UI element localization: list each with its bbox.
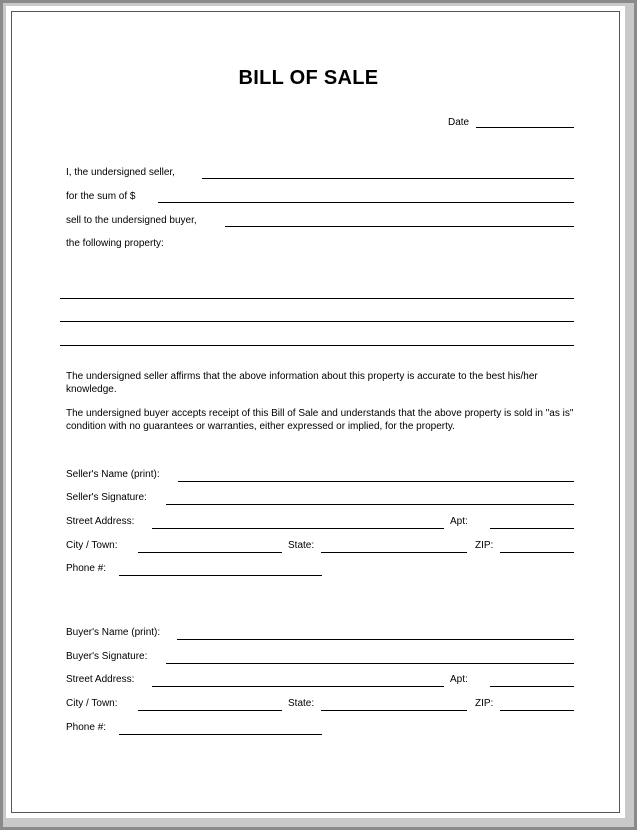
seller-state-label: State: (288, 540, 315, 551)
seller-phone-label: Phone #: (66, 563, 107, 574)
buyer-street-label: Street Address: (66, 674, 135, 685)
seller-phone-field[interactable] (119, 575, 322, 576)
buyer-signature-label: Buyer's Signature: (66, 651, 148, 662)
buyer-phone-field[interactable] (119, 734, 322, 735)
seller-signature-label: Seller's Signature: (66, 492, 147, 503)
seller-name-field[interactable] (178, 481, 574, 482)
buyer-city-label: City / Town: (66, 698, 118, 709)
seller-city-label: City / Town: (66, 540, 118, 551)
seller-name-label: Seller's Name (print): (66, 469, 160, 480)
buyer-signature-field[interactable] (166, 663, 574, 664)
seller-signature-field[interactable] (166, 504, 574, 505)
buyer-intro-label: sell to the undersigned buyer, (66, 215, 197, 226)
property-line-3[interactable] (60, 345, 574, 346)
property-line-2[interactable] (60, 321, 574, 322)
sum-label: for the sum of $ (66, 191, 136, 202)
buyer-apt-label: Apt: (450, 674, 468, 685)
buyer-phone-label: Phone #: (66, 722, 107, 733)
seller-street-label: Street Address: (66, 516, 135, 527)
buyer-zip-field[interactable] (500, 710, 574, 711)
affirm-paragraph: The undersigned seller affirms that the above information about this property is accurate to the best his/her knowledge. (66, 371, 538, 395)
document-title: BILL OF SALE (238, 67, 379, 89)
property-line-1[interactable] (60, 298, 574, 299)
buyer-city-field[interactable] (138, 710, 282, 711)
accept-paragraph: The undersigned buyer accepts receipt of this Bill of Sale and understands that the above property is sold in "as is" condition with no guarantees or warranties, either expressed or implied, for the property. (66, 408, 574, 432)
seller-street-field[interactable] (152, 528, 444, 529)
buyer-state-label: State: (288, 698, 315, 709)
seller-intro-label: I, the undersigned seller, (66, 167, 175, 178)
buyer-apt-field[interactable] (490, 686, 574, 687)
seller-apt-field[interactable] (490, 528, 574, 529)
buyer-name-label: Buyer's Name (print): (66, 627, 161, 638)
seller-intro-field[interactable] (202, 178, 574, 179)
date-field[interactable] (476, 127, 574, 128)
seller-apt-label: Apt: (450, 516, 468, 527)
seller-city-field[interactable] (138, 552, 282, 553)
buyer-zip-label: ZIP: (475, 698, 494, 709)
buyer-state-field[interactable] (321, 710, 467, 711)
seller-zip-label: ZIP: (475, 540, 494, 551)
sum-field[interactable] (158, 202, 574, 203)
seller-zip-field[interactable] (500, 552, 574, 553)
seller-state-field[interactable] (321, 552, 467, 553)
buyer-intro-field[interactable] (225, 226, 574, 227)
buyer-name-field[interactable] (177, 639, 574, 640)
buyer-street-field[interactable] (152, 686, 444, 687)
date-label: Date (448, 117, 470, 128)
property-label: the following property: (66, 238, 164, 249)
